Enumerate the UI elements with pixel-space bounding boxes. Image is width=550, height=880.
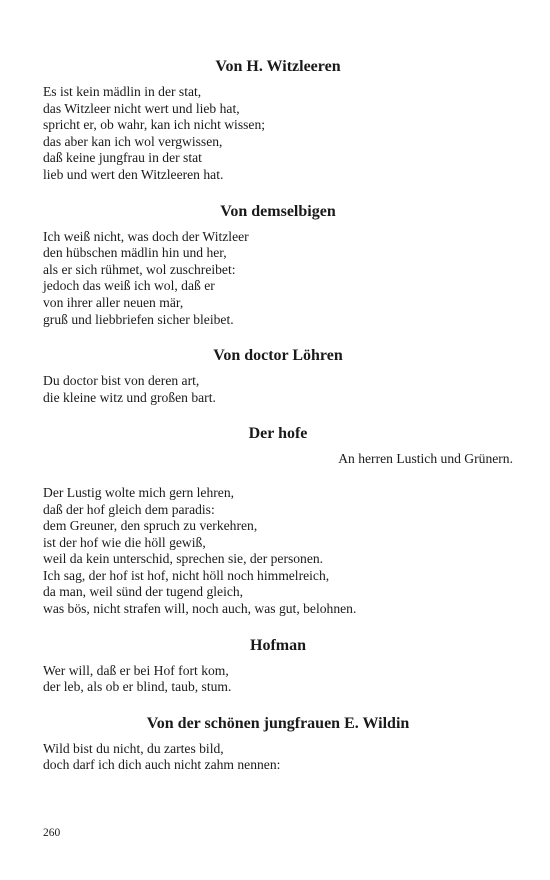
poem-title: Der hofe [248,425,308,443]
poem-demselbigen [43,201,513,329]
poem-title: Von der schönen jungfrauen E. Wildin [146,714,410,732]
poem-line: Ich sag, der hof ist hof, nicht höll noch himmelreich, [43,567,330,583]
spacer [43,328,513,345]
poem-wildin [43,713,513,774]
poem-lines [43,84,513,184]
spacer [43,618,513,635]
poem-line: da man, weil sünd der tugend gleich, [43,584,244,600]
spacer [43,406,513,423]
poem-line: Es ist kein mädlin in der stat, [43,84,202,99]
page-number: 260 [43,827,61,839]
poem-line: das aber kan ich wol vergwissen, [43,133,223,149]
poem-line: was bös, nicht strafen will, noch auch, was gut, belohnen. [43,601,357,617]
poem-title: Von H. Witzleeren [215,58,341,75]
poem-line: gruß und liebbriefen sicher bleibet. [43,311,234,327]
poem-line: Du doctor bist von deren art, [43,373,200,389]
spacer [43,184,513,201]
spacer [43,696,513,713]
poem-doctor-loehren [43,345,513,406]
poem-title: Hofman [250,636,306,654]
poem-line: lieb und wert den Witzleeren hat. [43,166,224,182]
poem-dedication: An herren Lustich und Grünern. [338,451,513,467]
poem-line: daß keine jungfrau in der stat [43,150,202,166]
poem-lines [43,229,513,329]
poem-line: den hübschen mädlin hin und her, [43,245,227,261]
poem-line: spricht er, ob wahr, kan ich nicht wissen; [43,117,266,133]
poem-line: als er sich rühmet, wol zuschreibet: [43,261,236,277]
poem-line: Ich weiß nicht, was doch der Witzleer [43,228,249,244]
poem-line: Der Lustig wolte mich gern lehren, [43,484,235,500]
poem-title: Von doctor Löhren [213,347,343,365]
poem-line: Wer will, daß er bei Hof fort kom, [43,662,229,678]
poem-line: ist der hof wie die höll gewiß, [43,534,206,550]
poem-lines [43,485,513,618]
poem-witzleeren [43,56,513,184]
poem-line: dem Greuner, den spruch zu verkehren, [43,518,258,534]
poem-line: Wild bist du nicht, du zartes bild, [43,740,224,756]
poem-title: Von demselbigen [220,202,336,220]
poem-line: doch darf ich dich auch nicht zahm nennen: [43,757,281,773]
poem-lines [43,741,513,774]
poem-line: die kleine witz und großen bart. [43,389,216,405]
poem-hofman [43,635,513,696]
poem-der-hofe [43,423,513,617]
poem-line: das Witzleer nicht wert und lieb hat, [43,100,240,116]
poem-line: weil da kein unterschid, sprechen sie, der personen. [43,551,324,567]
page-body [43,56,513,774]
poem-line: der leb, als ob er blind, taub, stum. [43,679,232,695]
poem-line: jedoch das weiß ich wol, daß er [43,278,215,294]
poem-lines [43,663,513,696]
poem-line: daß der hof gleich dem paradis: [43,501,215,517]
poem-line: von ihrer aller neuen mär, [43,294,184,310]
poem-lines [43,373,513,406]
